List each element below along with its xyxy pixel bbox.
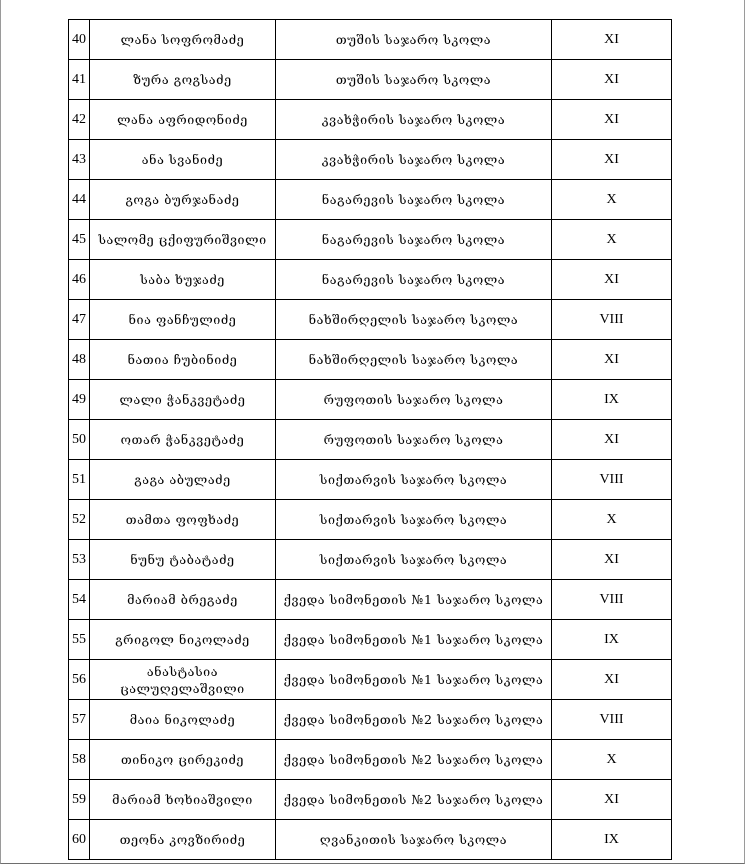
table-row [69, 100, 672, 140]
row-number-cell: 57 [69, 700, 90, 740]
table-row [69, 420, 672, 460]
row-number-cell: 51 [69, 460, 90, 500]
table-row [69, 740, 672, 780]
table-row [69, 60, 672, 100]
student-name-cell: სალომე ცქიფურიშვილი [90, 220, 276, 260]
grade-cell: VIII [552, 300, 672, 340]
row-number-cell: 54 [69, 580, 90, 620]
table-row [69, 500, 672, 540]
table-row [69, 780, 672, 820]
grade-cell: X [552, 220, 672, 260]
school-name-cell: კვახჭირის საჯარო სკოლა [276, 100, 552, 140]
table-row [69, 300, 672, 340]
student-name-cell: ნია ფანჩულიძე [90, 300, 276, 340]
student-name-cell: ლანა სოფრომაძე [90, 20, 276, 60]
student-name-cell: ნუნუ ტაბატაძე [90, 540, 276, 580]
school-name-cell: ქვედა სიმონეთის №1 საჯარო სკოლა [276, 620, 552, 660]
row-number-cell: 60 [69, 820, 90, 860]
student-name-cell: ანა სვანიძე [90, 140, 276, 180]
school-name-cell: ნაგარევის საჯარო სკოლა [276, 220, 552, 260]
table-row [69, 140, 672, 180]
student-name-cell: თეონა კოვზირიძე [90, 820, 276, 860]
school-name-cell: რუფოთის საჯარო სკოლა [276, 380, 552, 420]
row-number-cell: 58 [69, 740, 90, 780]
table-row [69, 660, 672, 700]
grade-cell: IX [552, 820, 672, 860]
table-row [69, 540, 672, 580]
row-number-cell: 45 [69, 220, 90, 260]
row-number-cell: 40 [69, 20, 90, 60]
school-name-cell: ღვანკითის საჯარო სკოლა [276, 820, 552, 860]
grade-cell: VIII [552, 580, 672, 620]
grade-cell: XI [552, 20, 672, 60]
school-name-cell: ნახშირღელის საჯარო სკოლა [276, 300, 552, 340]
row-number-cell: 52 [69, 500, 90, 540]
student-name-cell: გოგა ბურჯანაძე [90, 180, 276, 220]
student-name-cell: ოთარ ჭანკვეტაძე [90, 420, 276, 460]
school-name-cell: თუშის საჯარო სკოლა [276, 20, 552, 60]
school-name-cell: სიქთარვის საჯარო სკოლა [276, 540, 552, 580]
grade-cell: IX [552, 380, 672, 420]
student-name-cell: ზურა გოგსაძე [90, 60, 276, 100]
row-number-cell: 43 [69, 140, 90, 180]
table-row [69, 180, 672, 220]
table-row [69, 700, 672, 740]
student-name-cell: საბა ხუჯაძე [90, 260, 276, 300]
grade-cell: XI [552, 100, 672, 140]
grade-cell: XI [552, 60, 672, 100]
school-name-cell: ქვედა სიმონეთის №2 საჯარო სკოლა [276, 740, 552, 780]
participants-table-body [69, 20, 672, 860]
student-name-cell: გრიგოლ ნიკოლაძე [90, 620, 276, 660]
table-row [69, 620, 672, 660]
row-number-cell: 44 [69, 180, 90, 220]
school-name-cell: ნაგარევის საჯარო სკოლა [276, 180, 552, 220]
grade-cell: X [552, 500, 672, 540]
row-number-cell: 47 [69, 300, 90, 340]
table-row [69, 380, 672, 420]
grade-cell: XI [552, 780, 672, 820]
grade-cell: XI [552, 340, 672, 380]
grade-cell: VIII [552, 460, 672, 500]
row-number-cell: 41 [69, 60, 90, 100]
table-row [69, 340, 672, 380]
row-number-cell: 56 [69, 660, 90, 700]
grade-cell: IX [552, 620, 672, 660]
grade-cell: VIII [552, 700, 672, 740]
school-name-cell: ქვედა სიმონეთის №1 საჯარო სკოლა [276, 580, 552, 620]
grade-cell: XI [552, 420, 672, 460]
school-name-cell: კვახჭირის საჯარო სკოლა [276, 140, 552, 180]
student-name-cell: ლალი ჭანკვეტაძე [90, 380, 276, 420]
table-row [69, 580, 672, 620]
student-name-cell: გაგა აბულაძე [90, 460, 276, 500]
school-name-cell: ნაგარევის საჯარო სკოლა [276, 260, 552, 300]
row-number-cell: 48 [69, 340, 90, 380]
table-row [69, 220, 672, 260]
school-name-cell: სიქთარვის საჯარო სკოლა [276, 460, 552, 500]
student-name-cell: ანასტასია ცალუღელაშვილი [90, 660, 276, 700]
student-name-cell: თამთა ფოფხაძე [90, 500, 276, 540]
school-name-cell: ქვედა სიმონეთის №1 საჯარო სკოლა [276, 660, 552, 700]
table-row [69, 820, 672, 860]
student-name-cell: მაია ნიკოლაძე [90, 700, 276, 740]
row-number-cell: 46 [69, 260, 90, 300]
grade-cell: XI [552, 540, 672, 580]
row-number-cell: 42 [69, 100, 90, 140]
school-name-cell: ქვედა სიმონეთის №2 საჯარო სკოლა [276, 780, 552, 820]
grade-cell: X [552, 740, 672, 780]
row-number-cell: 50 [69, 420, 90, 460]
table-row [69, 20, 672, 60]
participants-table [68, 19, 672, 860]
school-name-cell: თუშის საჯარო სკოლა [276, 60, 552, 100]
school-name-cell: სიქთარვის საჯარო სკოლა [276, 500, 552, 540]
student-name-cell: ნათია ჩუბინიძე [90, 340, 276, 380]
grade-cell: XI [552, 140, 672, 180]
student-name-cell: მარიამ ხოხიაშვილი [90, 780, 276, 820]
grade-cell: XI [552, 660, 672, 700]
row-number-cell: 55 [69, 620, 90, 660]
school-name-cell: რუფოთის საჯარო სკოლა [276, 420, 552, 460]
grade-cell: XI [552, 260, 672, 300]
school-name-cell: ნახშირღელის საჯარო სკოლა [276, 340, 552, 380]
table-row [69, 460, 672, 500]
row-number-cell: 53 [69, 540, 90, 580]
student-name-cell: მარიამ ბრეგაძე [90, 580, 276, 620]
school-name-cell: ქვედა სიმონეთის №2 საჯარო სკოლა [276, 700, 552, 740]
student-name-cell: თინიკო ცირეკიძე [90, 740, 276, 780]
row-number-cell: 49 [69, 380, 90, 420]
student-name-cell: ლანა აფრიდონიძე [90, 100, 276, 140]
row-number-cell: 59 [69, 780, 90, 820]
table-row [69, 260, 672, 300]
grade-cell: X [552, 180, 672, 220]
